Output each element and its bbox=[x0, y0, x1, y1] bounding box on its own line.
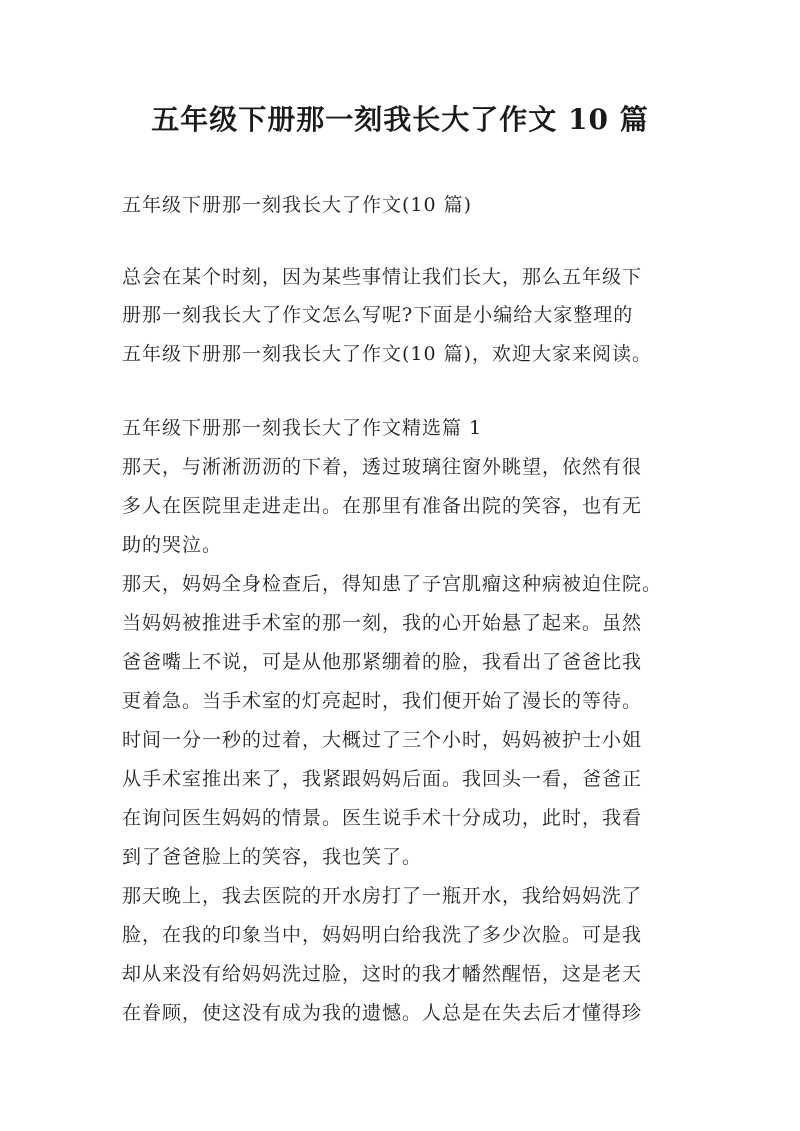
body-line: 却从来没有给妈妈洗过脸，这时的我才幡然醒悟，这是老天 bbox=[122, 963, 643, 985]
document-title: 五年级下册那一刻我长大了作文 10 篇 bbox=[151, 103, 649, 136]
body-line: 从手术室推出来了，我紧跟妈妈后面。我回头一看，爸爸正 bbox=[122, 768, 643, 790]
section-heading: 五年级下册那一刻我长大了作文精选篇 1 bbox=[122, 417, 483, 439]
body-line: 助的哭泣。 bbox=[122, 534, 223, 556]
body-line: 在眷顾，使这没有成为我的遗憾。人总是在失去后才懂得珍 bbox=[122, 1002, 643, 1024]
body-line: 多人在医院里走进走出。在那里有准备出院的笑容，也有无 bbox=[122, 495, 643, 517]
body-line: 到了爸爸脸上的笑容，我也笑了。 bbox=[122, 846, 423, 868]
body-line: 在询问医生妈妈的情景。医生说手术十分成功，此时，我看 bbox=[122, 807, 643, 829]
body-line: 那天晚上，我去医院的开水房打了一瓶开水，我给妈妈洗了 bbox=[122, 885, 643, 907]
intro-line: 册那一刻我长大了作文怎么写呢?下面是小编给大家整理的 bbox=[122, 304, 634, 326]
body-line: 当妈妈被推进手术室的那一刻，我的心开始悬了起来。虽然 bbox=[122, 612, 643, 634]
body-line: 那天，与淅淅沥沥的下着，透过玻璃往窗外眺望，依然有很 bbox=[122, 456, 643, 478]
body-line: 那天，妈妈全身检查后，得知患了子宫肌瘤这种病被迫住院。 bbox=[122, 573, 663, 595]
document-subtitle: 五年级下册那一刻我长大了作文(10 篇) bbox=[122, 194, 473, 216]
body-line: 爸爸嘴上不说，可是从他那紧绷着的脸，我看出了爸爸比我 bbox=[122, 651, 643, 673]
intro-line: 总会在某个时刻，因为某些事情让我们长大，那么五年级下 bbox=[122, 266, 643, 288]
body-line: 时间一分一秒的过着，大概过了三个小时，妈妈被护士小姐 bbox=[122, 729, 643, 751]
intro-line: 五年级下册那一刻我长大了作文(10 篇)，欢迎大家来阅读。 bbox=[122, 343, 653, 365]
body-line: 脸，在我的印象当中，妈妈明白给我洗了多少次脸。可是我 bbox=[122, 924, 643, 946]
body-line: 更着急。当手术室的灯亮起时，我们便开始了漫长的等待。 bbox=[122, 690, 643, 712]
